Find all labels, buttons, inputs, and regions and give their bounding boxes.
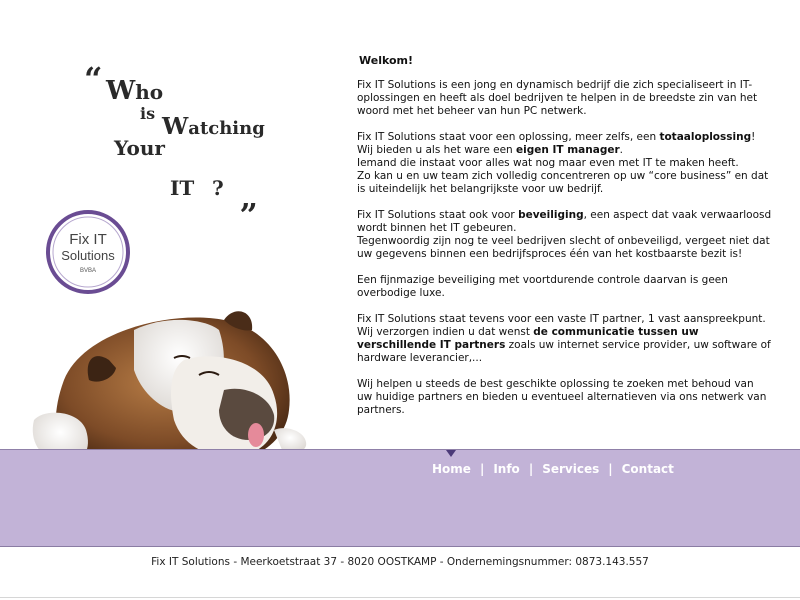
slogan-question-mark: ?: [212, 176, 224, 200]
slogan-who: Who: [106, 76, 164, 106]
slogan-open-quote: “: [84, 60, 103, 98]
slogan-watching: Watching: [162, 112, 265, 140]
nav-info[interactable]: Info: [493, 462, 520, 476]
slogan-is: is: [140, 104, 156, 123]
nav-separator: |: [528, 462, 534, 476]
logo-line-3: BVBA: [79, 268, 97, 274]
nav-separator: |: [608, 462, 613, 476]
logo-line-2: Solutions: [61, 248, 115, 263]
nav-home[interactable]: Home: [432, 462, 471, 476]
main-navigation: [432, 462, 674, 476]
navigation-band: [0, 449, 800, 547]
paragraph-intro: Fix IT Solutions is een jong en dynamisch bedrijf die zich specialiseert in IT- oplossingen en heeft als doel bedrijven te helpen in de breedste zin van het woord met het beheer van hun PC netwerk.: [357, 79, 758, 117]
footer-divider: [0, 597, 800, 598]
logo-line-1: Fix IT: [69, 231, 107, 248]
paragraph-security: Fix IT Solutions staat ook voor beveiliging, een aspect dat vaak verwaarloosd wordt binnen het IT gebeuren. Tegenwoordig zijn nog te veel bedrijven slecht of onbeveiligd, vergeet niet dat uw gegevens binnen een bedrijfsproces één van het kostbaarste bezit is!: [357, 209, 772, 260]
paragraph-partner: Fix IT Solutions staat tevens voor een vaste IT partner, 1 vast aanspreekpunt. Wij verzorgen indien u dat wenst de communicatie tussen uw verschillende IT partners zoals uw internet service provider, uw software of hardware leverancier,...: [357, 313, 771, 364]
paragraph-luxury: Een fijnmazige beveiliging met voortdurende controle daarvan is geen overbodige luxe.: [357, 274, 728, 299]
slogan: [0, 0, 330, 220]
welcome-heading: Welkom!: [359, 54, 414, 67]
slogan-it: IT: [170, 176, 195, 200]
nav-services[interactable]: Services: [542, 462, 600, 476]
nav-contact[interactable]: Contact: [621, 462, 674, 476]
main-content: [357, 54, 772, 430]
paragraph-help: Wij helpen u steeds de best geschikte oplossing te zoeken met behoud van uw huidige partners en bieden u eventueel alternatieven via ons netwerk van partners.: [357, 378, 767, 416]
nav-separator: |: [479, 462, 485, 476]
company-logo: [44, 208, 132, 296]
slogan-close-quote: „: [240, 178, 259, 216]
active-nav-marker-icon: [446, 450, 456, 457]
footer-address: Fix IT Solutions - Meerkoetstraat 37 - 8020 OOSTKAMP - Ondernemingsnummer: 0873.143.557: [151, 556, 649, 568]
paragraph-solution: Fix IT Solutions staat voor een oplossing, meer zelfs, een totaaloplossing! Wij bieden u als het ware een eigen IT manager. Iemand die instaat voor alles wat nog maar even met IT te maken heeft. Zo kan u en uw team zich volledig concentreren op uw “core business” en dat is uiteindelijk het belangrijkste voor uw bedrijf.: [357, 131, 769, 195]
slogan-your: Your: [114, 136, 165, 160]
